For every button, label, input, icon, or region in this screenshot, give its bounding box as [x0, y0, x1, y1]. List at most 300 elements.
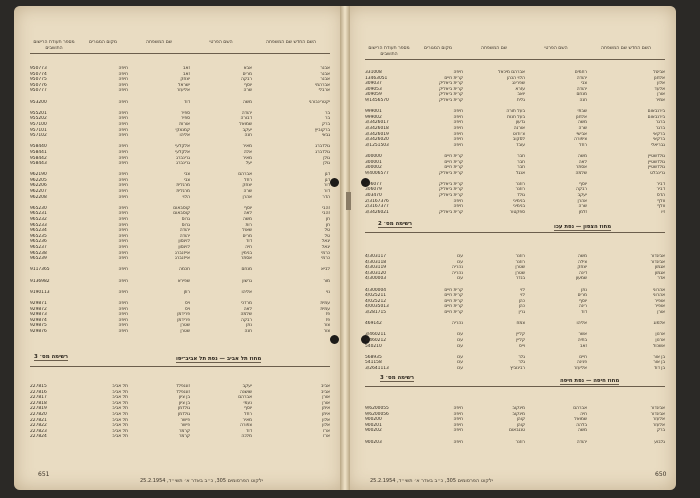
table-cell: אביטל [653, 70, 665, 75]
table-cell: בר [324, 110, 330, 116]
table-cell: חיפה [453, 125, 463, 131]
table-cell: חבר [517, 165, 525, 171]
table-cell: אליהו [576, 321, 587, 327]
table-cell: הלוי הכהן [506, 75, 525, 81]
table-cell: יהודה [179, 233, 190, 239]
table-cell: גרינבלט [650, 170, 665, 176]
table-cell: 227818 [30, 400, 47, 406]
table-cell: 227823 [30, 428, 47, 434]
table-cell: יהודה [576, 439, 587, 445]
table-cell: חיפה [118, 250, 128, 256]
table-cell: ארז [323, 434, 330, 440]
table-cell: 965232 [30, 217, 47, 223]
table-cell: אליהו [179, 133, 190, 139]
table-cell: לוי [520, 287, 525, 293]
table-cell: אברהם מיכאל [498, 70, 525, 75]
table-cell: 965235 [30, 233, 47, 239]
table-cell: שלמה [575, 170, 587, 176]
table-cell: זהבי [322, 211, 330, 217]
table-cell: יהודה [241, 110, 252, 116]
table-cell: לאה [243, 211, 252, 217]
table-cell: חיפה [118, 328, 128, 334]
table-cell: ארז [323, 428, 330, 434]
table-cell: יואב [517, 92, 525, 98]
table-cell: 958443 [30, 161, 47, 167]
table-cell: שטרן [515, 265, 525, 271]
table-cell: יוסף [579, 181, 587, 187]
table-cell: קוהן [516, 417, 525, 423]
table-cell: נתן [581, 287, 587, 293]
table-cell: דוד [246, 428, 252, 434]
table-cell: אלעזר [652, 422, 665, 428]
table-cell: בתיה [577, 337, 587, 343]
table-cell: חיפה [118, 155, 128, 161]
table-cell: שפרינג [512, 81, 525, 87]
table-cell: רחל [579, 142, 587, 148]
table-cell: אברהמי [315, 82, 330, 88]
table-cell: עכו [456, 365, 463, 371]
table-cell: עכו [456, 276, 463, 282]
table-cell: 3/281715 [365, 309, 387, 315]
table-cell: 9/6200055 [365, 406, 389, 411]
table-cell: אורן [657, 92, 665, 98]
table-cell: תל אביב [112, 428, 128, 434]
table-cell: אלון [322, 423, 330, 429]
table-cell: אלקלעי [175, 149, 190, 155]
table-cell: חיפה [118, 116, 128, 122]
table-cell: חיפה [118, 256, 128, 262]
table-cell: קרית ביאליק [439, 209, 463, 215]
table-row [30, 434, 330, 440]
table-cell: עכו [456, 254, 463, 259]
table-cell: אלחנן [575, 114, 587, 120]
table-cell: שושנה [239, 389, 252, 395]
binding-hole-left-bottom [330, 335, 339, 344]
table-cell: חיפה [453, 131, 463, 137]
table-cell: שמואל [239, 121, 252, 127]
table-cell: 950777 [30, 88, 47, 94]
right-table-header [365, 46, 665, 60]
table-cell: אסתר [575, 165, 587, 171]
table-row [365, 366, 665, 372]
table-cell: אשכול [652, 343, 665, 349]
table-cell: 309053 [365, 86, 382, 92]
table-cell: קליין [516, 332, 525, 338]
table-cell: מרדכי [240, 300, 252, 306]
table-cell: 227822 [30, 423, 47, 429]
table-cell: יקטרינבורגי [308, 99, 330, 105]
table-cell: גרשון [242, 278, 252, 284]
table-cell: חבר [517, 159, 525, 165]
table-cell: 13463051 [365, 75, 388, 81]
table-cell: 950773 [30, 66, 47, 71]
table-cell: 2/3167376 [365, 198, 389, 204]
table-cell: רבקה [575, 187, 587, 193]
table-cell: קרית ביאליק [439, 92, 463, 98]
table-cell: מינקוב [512, 406, 525, 411]
table-cell: חיפה [118, 172, 128, 178]
table-cell: קרית ביאליק [439, 170, 463, 176]
table-cell: אורן [322, 400, 330, 406]
table-cell: קרית ביאליק [439, 81, 463, 87]
table-cell: אורות [179, 121, 190, 127]
table-cell: ברק [321, 121, 330, 127]
table-cell: חיפה [118, 177, 128, 183]
table-cell: שרה [578, 204, 587, 210]
table-cell: דבורה [240, 116, 252, 122]
table-cell: אייזנברג [174, 256, 190, 262]
table-cell: חיפה [453, 114, 463, 120]
table-cell: חיפה [118, 144, 128, 150]
table-cell: רוזנר [515, 254, 525, 259]
table-cell: זיו [661, 209, 665, 215]
table-cell: עכו [456, 337, 463, 343]
table-cell: 4/303117 [365, 254, 387, 259]
table-cell: קרית חיים [444, 165, 463, 171]
table-cell: גולן [323, 155, 330, 161]
table-cell: שטרן [180, 328, 190, 334]
table-cell: דוד [246, 239, 252, 245]
table-cell: חיפה [118, 267, 128, 273]
table-cell: אהרן [577, 198, 587, 204]
table-cell: 227816 [30, 389, 47, 395]
right-rows-mid [365, 254, 665, 371]
table-cell: וולף [657, 204, 665, 210]
table-cell: אלעזר [652, 417, 665, 423]
table-cell: צפורה [240, 423, 252, 429]
table-cell: אהרוני [652, 293, 665, 299]
table-cell: דינה [578, 270, 587, 276]
table-cell: צילה [578, 259, 587, 265]
table-cell: 9/4006577 [365, 170, 389, 176]
table-cell: טננבאום [509, 428, 525, 434]
table-cell: חיפה [118, 211, 128, 217]
left-section-label: רשימה מס׳ 3 [34, 354, 69, 360]
table-cell: 900203 [365, 439, 382, 445]
table-cell: קוהן [516, 422, 525, 428]
table-cell: נהריה [452, 321, 463, 327]
table-cell: חיפה [118, 217, 128, 223]
header-place: מקום המגורים [88, 40, 118, 45]
table-cell: חן [325, 217, 330, 223]
table-cell: 929873 [30, 312, 47, 318]
table-cell: מרים [577, 293, 587, 299]
table-cell: פנינה [576, 360, 587, 366]
table-cell: מור [323, 278, 330, 284]
right-mid-section-title: מחוז הצפון — נפת עכו [554, 224, 612, 230]
table-cell: חיה [245, 245, 252, 250]
table-cell: גולדשטיין [647, 165, 665, 171]
table-cell: מאיר [242, 417, 252, 423]
table-cell: חן [325, 222, 330, 228]
table-cell: ארבלי [318, 88, 330, 94]
table-cell: עזרא [515, 86, 525, 92]
table-row [365, 440, 665, 446]
table-cell: מרגלית [176, 183, 190, 189]
table-cell: אביב [321, 389, 330, 395]
table-cell: 950776 [30, 82, 47, 88]
table-cell: נעמי [243, 400, 252, 406]
table-cell: לסקוב [512, 137, 525, 143]
table-cell: אנגל [516, 170, 525, 176]
binding-hole-left-top [330, 178, 339, 187]
table-cell: גרינברג [176, 155, 190, 161]
left-table-header [30, 40, 330, 54]
table-cell: ברקוביץ [314, 127, 330, 133]
table-cell: צ׳ודוט [512, 131, 525, 137]
table-cell: וולף [657, 198, 665, 204]
table-cell: גבאי [321, 133, 330, 139]
table-cell: פישר [180, 417, 190, 423]
table-cell: גולדשטיין [647, 159, 665, 165]
table-cell: ארנון [655, 337, 665, 343]
table-cell: אמיר [655, 97, 665, 103]
table-cell: מאיר [242, 155, 252, 161]
table-cell: בנדר [515, 276, 525, 282]
table-cell: 962206 [30, 183, 47, 189]
left-rows-bottom [30, 384, 330, 440]
table-cell: חיפה [453, 137, 463, 143]
table-cell: חיפה [118, 205, 128, 211]
table-cell: משה [578, 428, 587, 434]
table-cell: 900202 [365, 428, 382, 434]
table-cell: מרגלית [176, 189, 190, 195]
table-cell: גולדשטיין [647, 153, 665, 159]
table-cell: אבישי [576, 131, 587, 137]
table-cell: 4/300004 [365, 287, 387, 293]
right-bottom-section-label: רשימה מס׳ 3 [380, 375, 415, 381]
table-cell: עמית [320, 306, 330, 312]
table-cell: חיפה [453, 142, 463, 148]
table-cell: קרית חיים [444, 298, 463, 304]
table-cell: בלהה [576, 422, 587, 428]
table-cell: אבנר [320, 77, 330, 83]
table-cell: בן ציון [178, 400, 190, 406]
left-section-title: מחוז תל אביב — נפת תל אביב־יפו [176, 356, 262, 362]
table-cell: בירנבאום [647, 114, 665, 120]
table-cell: לביא [321, 267, 330, 273]
table-cell: 227815 [30, 384, 47, 389]
table-cell: 962190 [30, 172, 47, 178]
table-cell: מינקוב [512, 411, 525, 417]
table-cell: זאב [183, 71, 190, 77]
table-cell: תל אביב [112, 411, 128, 417]
table-cell: גולדמן [177, 411, 190, 417]
table-cell: חיפה [453, 120, 463, 126]
table-cell: בן אור [653, 360, 665, 366]
table-cell: רבינוביץ [510, 365, 525, 371]
table-cell: אייזנברג [174, 250, 190, 256]
table-cell: 9190113 [30, 289, 50, 295]
table-cell: הדר [322, 194, 330, 200]
table-cell: 3/460212 [365, 337, 387, 343]
table-cell: קרית ביאליק [439, 97, 463, 103]
table-cell: גלר [518, 360, 525, 366]
table-cell: עכו [456, 332, 463, 338]
table-cell: אביגדור [650, 406, 665, 411]
table-cell: גדעון [515, 120, 525, 126]
table-cell: צבי [183, 177, 190, 183]
table-cell: צבי [183, 172, 190, 178]
table-cell: גולד [517, 193, 525, 199]
table-cell: 300000 [365, 153, 382, 159]
table-cell: נוי [326, 289, 330, 295]
table-cell: קוסבאום [173, 211, 190, 217]
table-cell: עכו [456, 354, 463, 360]
table-cell: פז [325, 317, 330, 323]
table-cell: לוי [520, 293, 525, 299]
table-cell: 929876 [30, 328, 47, 334]
table-cell: 227824 [30, 434, 47, 440]
table-cell: נהריה [452, 265, 463, 271]
table-cell: 303470 [365, 193, 382, 199]
table-cell: חבר [517, 153, 525, 159]
table-cell: שמואל [574, 417, 587, 423]
table-cell: אביגדור [650, 254, 665, 259]
table-cell: זאב [580, 343, 587, 349]
table-cell: חיפה [453, 198, 463, 204]
table-cell: חיפה [118, 194, 128, 200]
table-cell: ארנון [655, 332, 665, 338]
left-rows-top [30, 66, 330, 335]
table-cell: 306077 [365, 181, 382, 187]
table-cell: חיפה [453, 406, 463, 411]
table-cell: צור [323, 328, 330, 334]
table-cell: תל אביב [112, 395, 128, 401]
table-cell: בנימיני [513, 198, 525, 204]
table-cell: אגמון [654, 270, 665, 276]
table-cell: רוזנר [515, 439, 525, 445]
right-rows-top [365, 70, 665, 215]
table-cell: יוסף [244, 406, 252, 412]
table-cell: משה [578, 153, 587, 159]
table-cell: בן אור [653, 354, 665, 360]
table-cell: אלון [657, 81, 665, 87]
table-cell: 929872 [30, 306, 47, 312]
binding-thread [346, 192, 351, 210]
table-cell: יוסף [244, 205, 252, 211]
table-cell: חיפה [118, 121, 128, 127]
table-cell: חיפה [118, 183, 128, 189]
table-cell: אורן [322, 395, 330, 401]
right-bottom-section-title: מחוז חיפה — נפת חיפה [560, 378, 620, 384]
table-cell: שלמה [240, 312, 252, 318]
table-cell: 300002 [365, 165, 382, 171]
table-cell: חיפה [118, 99, 128, 105]
table-cell: חיפה [453, 439, 463, 445]
table-cell: קרית ביאליק [439, 193, 463, 199]
table-cell: קרית חיים [444, 75, 463, 81]
table-cell: 9136982 [30, 278, 50, 284]
table-cell: רבקה [240, 77, 252, 83]
table-cell: אשר [578, 332, 587, 338]
header-prev-family: שם המשפחה [480, 46, 507, 51]
table-cell: אלקלעי [175, 144, 190, 150]
table-cell: קרית חיים [444, 153, 463, 159]
table-cell: מנחם [241, 267, 252, 273]
table-cell: 309037 [365, 81, 382, 87]
table-cell: צור [323, 323, 330, 329]
table-cell: 227820 [30, 411, 47, 417]
table-cell: ברקאי [652, 137, 665, 143]
right-rows-bottom [365, 406, 665, 445]
table-cell: חיפה [453, 70, 463, 75]
table-cell: 9117365 [30, 267, 50, 273]
table-cell: לוינסון [178, 239, 190, 245]
table-cell: 958441 [30, 149, 47, 155]
table-cell: חיפה [118, 133, 128, 139]
table-cell: כרמי [321, 256, 330, 262]
table-cell: רחל [244, 411, 252, 417]
table-cell: זאב [183, 66, 190, 71]
table-cell: עכו [456, 259, 463, 265]
table-cell: בר [324, 116, 330, 122]
table-cell: חיפה [118, 306, 128, 312]
table-cell: תל אביב [112, 406, 128, 412]
table-cell: טל [324, 228, 330, 234]
table-cell: 9/1456570 [365, 97, 389, 103]
table-cell: חיפה [118, 312, 128, 318]
table-cell: איתן [322, 411, 330, 417]
table-cell: חיפה [118, 127, 128, 133]
table-cell: 3/3426020 [365, 137, 389, 143]
table-cell: דביר [656, 181, 665, 187]
table-cell: 965239 [30, 256, 47, 262]
table-cell: ברגר [655, 125, 665, 131]
table-cell: 965231 [30, 211, 47, 217]
table-cell: 999001 [365, 109, 382, 115]
table-cell: גולדמן [177, 406, 190, 412]
table-cell: פז [325, 312, 330, 318]
table-cell: יעקב [577, 193, 587, 199]
table-cell: מאיר [242, 144, 252, 150]
table-cell: עכו [456, 343, 463, 349]
table-cell: 955201 [30, 110, 47, 116]
table-cell: ציפורה [574, 137, 587, 143]
table-cell: אליעזר [176, 88, 190, 94]
table-cell: רינה [578, 304, 587, 310]
header-id: מספר תעודת הרישום התושבים [33, 40, 75, 51]
header-new-name: השם החדש שם המשפחה [601, 46, 651, 51]
table-cell: אהרן [242, 194, 252, 200]
table-row [365, 210, 665, 216]
table-cell: אליעזר [573, 365, 587, 371]
table-cell: גלית [516, 97, 525, 103]
table-cell: אלעד [654, 86, 665, 92]
table-cell: אליהו [241, 289, 252, 295]
table-cell: ברקאי [652, 131, 665, 137]
table-cell: 3/460211 [365, 332, 387, 338]
table-cell: חיה [580, 411, 587, 417]
table-cell: תל אביב [112, 400, 128, 406]
table-cell: 957100 [30, 121, 47, 127]
table-cell: 957101 [30, 127, 47, 133]
table-cell: אלחנן [653, 75, 665, 81]
table-cell: לוינסון [178, 245, 190, 250]
table-cell: 3/3426018 [365, 125, 389, 131]
header-prev-private: השם הפרטי [544, 46, 568, 51]
table-cell: דביר [656, 187, 665, 193]
table-cell: אגמון [654, 265, 665, 271]
table-cell: קרית ביאליק [439, 187, 463, 193]
table-cell: גרוס [181, 222, 190, 228]
table-cell: דוד [184, 99, 190, 105]
table-cell: רחמים [574, 70, 587, 75]
table-cell: 4/303119 [365, 265, 387, 271]
table-cell: פרידמן [177, 312, 190, 318]
table-cell: בן ציון [178, 395, 190, 401]
table-cell: כהן [518, 304, 525, 310]
